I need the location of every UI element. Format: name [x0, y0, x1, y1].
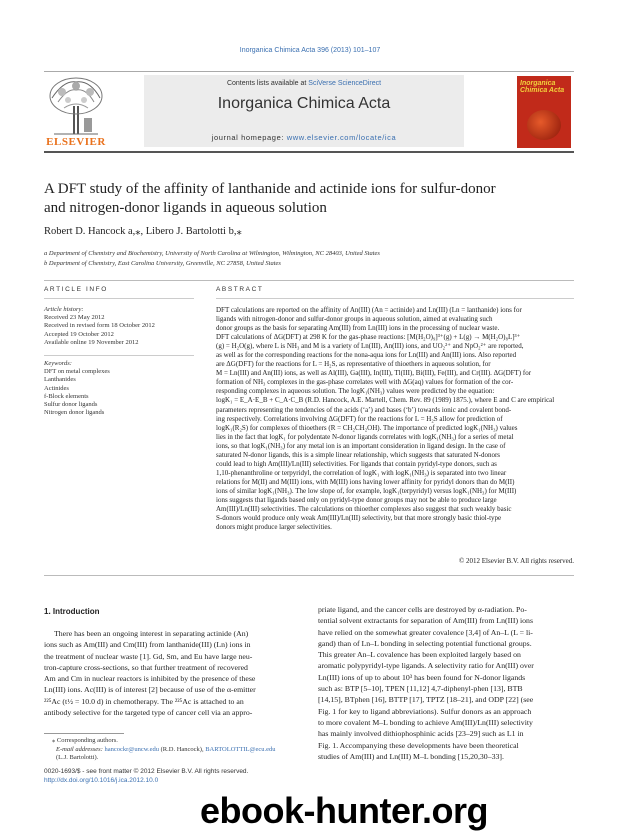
body-line: Fig. 1. Accompanying these developments have been theoretical [318, 740, 519, 750]
intro-right-column [318, 604, 576, 762]
title-line-1: A DFT study of the affinity of lanthanide and actinide ions for sulfur-donor [44, 181, 496, 197]
journal-header [44, 71, 574, 151]
email-label: E-mail addresses: [56, 745, 105, 753]
abstract-text [216, 306, 574, 532]
body-line: aromatic polypyridyl-type ligands. A selectivity ratio for An(III) over [318, 661, 534, 671]
keyword-item: f-Block elements [44, 392, 89, 400]
corresponding-note: ⁎ Corresponding authors. [52, 737, 118, 744]
footnotes [52, 737, 302, 763]
contents-prefix: Contents lists available at [226, 80, 309, 87]
body-line: to more covalent M–L bonding to achieve Am(III)/Ln(III) selectivity [318, 717, 533, 727]
abstract-line: S-donors would produce only weak Am(III)/Ln(III) selectivity, but that more strongly basic thiol-type [216, 514, 502, 523]
affiliation-b: b Department of Chemistry, East Carolina University, Greenville, NC 27858, United States [44, 260, 281, 267]
body-line: have relied on the somewhat greater covalence [3,4] of An–L (L = li- [318, 627, 533, 637]
abstract-line: saturated N-donor ligands, this is a simple linear relationship, which suggests that saturated N-donors [216, 450, 501, 459]
email-line [52, 746, 302, 755]
header-top-rule [44, 71, 574, 72]
history-item: Received 23 May 2012 [44, 314, 105, 322]
issn-line: 0020-1693/$ - see front matter © 2012 Elsevier B.V. All rights reserved. [44, 768, 249, 775]
abstract-line: donors might produce larger selectivities. [216, 523, 332, 532]
doi-link[interactable]: http://dx.doi.org/10.1016/j.ica.2012.10.0 [44, 777, 159, 784]
body-line: tron-capture cross-sections, so that further treatment of recovered [44, 662, 248, 672]
keyword-item: Nitrogen donor ligands [44, 409, 105, 417]
history-item: Received in revised form 18 October 2012 [44, 322, 155, 330]
body-line: tential solvent extractants for separation of Am(III) from Ln(III) ions [318, 616, 533, 626]
abstract-line: ions, so that logK₁(NH₃) for any metal ion is an important consideration in ligand design. In the case of [216, 441, 506, 450]
elsevier-tree-icon [44, 76, 108, 136]
body-line: Ln(III) ions of up to about 10³ has been found for N-donor ligands [318, 672, 526, 682]
email-name-hancock: (R.D. Hancock), [159, 745, 206, 753]
abstract-line: ing respectively. Correlations involving ΔG(DFT) for the reactions for L = H₂S allow for prediction of [216, 414, 503, 423]
body-line: [14,15], BTphen [16], BTTP [17], TPTZ [18–21], and ODP [22] (see [318, 695, 534, 705]
abstract-line: (g) = H₂O(g), where L is NH₃ and M is a variety of Ln(III), An(III) ions, and UO₂²⁺ and NpO₂²⁺ are reported, [216, 342, 524, 351]
body-line: the treatment of nuclear waste [1]. Gd, Sm, and Eu have large neu- [44, 651, 253, 661]
title-line-2: and nitrogen-donor ligands in aqueous solution [44, 200, 327, 216]
body-line: Fig. 1 for key to ligand abbreviations). Sulfur donors as an approach [318, 706, 532, 716]
body-line: studies of Am(III) and Ln(III) M–L bonding [15,20,30–33]. [318, 751, 504, 761]
body-line: Ln(III) ions. Ac(III) is of interest [2] because of use of the α-emitter [44, 685, 256, 695]
email-link-hancock[interactable]: hancockr@uncw.edu [104, 745, 159, 753]
article-info-heading: ARTICLE INFO [44, 286, 108, 293]
abstract-line: logK₁ = E_A·E_B + C_A·C_B (R.D. Hancock, A.E. Martell, Chem. Rev. 89 (1989) 1875.), where E and C are empirical [216, 396, 555, 405]
keyword-item: DFT on metal complexes [44, 368, 110, 376]
sciencedirect-link[interactable]: SciVerse ScienceDirect [308, 80, 382, 87]
journal-banner [144, 75, 464, 147]
footnote-rule [44, 733, 124, 734]
history-label: Article history: [44, 306, 84, 313]
abstract-line: formation of NH₃ complexes in the gas-phase correlates well with ΔG(aq) values for formation of the cor- [216, 378, 514, 387]
abstract-line: DFT calculations of ΔG(DFT) at 298 K for the gas-phase reactions: [M(H₂O)₉]³⁺(g) + L(g) → M(H₂O)₈L]³⁺ [216, 333, 521, 342]
cover-graphic [527, 110, 561, 140]
homepage-link[interactable]: www.elsevier.com/locate/ica [286, 133, 397, 142]
email-tail: (L.J. Bartolotti). [56, 754, 99, 761]
abstract-line: M = Ln(III) and An(III) ions, as well as Al(III), Ga(III), In(III), Tl(III), Bi(III), Fe(III), and Cr(III). ΔG(DFT) for [216, 369, 532, 378]
journal-title: Inorganica Chimica Acta [217, 95, 391, 112]
article-info [44, 306, 194, 417]
section-heading-introduction: 1. Introduction [44, 607, 100, 616]
keyword-item: Actinides [44, 384, 69, 392]
cover-title: Inorganica Chimica Acta [520, 80, 565, 94]
body-line: This greater An–L covalence has been exploited largely based on [318, 650, 521, 660]
watermark-text: ebook-hunter.org [200, 790, 488, 831]
copyright-notice: © 2012 Elsevier B.V. All rights reserved. [458, 557, 574, 565]
abstract-line: Am(III)/Ln(III) selectivities. The calculations on thioether complexes also suggest that such weakly basic [216, 505, 512, 514]
abstract-line: DFT calculations are reported on the affinity of An(III) (An = actinide) and Ln(III) (Ln = lanthanide) ions for [216, 306, 522, 314]
body-line: ²²⁵Ac (t½ = 10.0 d) in chemotherapy. The ²²⁵Ac is attached to an [44, 696, 244, 706]
email-link-bartolotti[interactable]: BARTOLOTTIL@ecu.edu [205, 745, 276, 753]
body-line: There has been an ongoing interest in separating actinide (An) [54, 629, 249, 638]
body-line: priate ligand, and the cancer cells are destroyed by α-radiation. Po- [318, 605, 527, 614]
body-line: gand) than of Ln–L bonding in selecting potential functional groups. [318, 638, 532, 648]
abstract-line: ions of similar logK₁(NH₃). The low slope of, for example, logK₁(terpyridyl) versus logK₁(NH₃) for M(III) [216, 486, 517, 495]
elsevier-wordmark: ELSEVIER [46, 136, 106, 148]
body-line: Am and Cm in nuclear reactors is inhibited by the presence of these [44, 674, 256, 684]
keyword-item: Lanthanides [44, 376, 76, 384]
abstract-line: 1,10-phenanthroline or terpyridyl, the correlation of logK₁ with logK₁(NH₃) is separated into two linear [216, 468, 507, 477]
info-rule [44, 298, 194, 299]
homepage-line [144, 133, 464, 142]
header-bottom-rule [44, 151, 574, 153]
abstract-line: parameters representing the tendencies of the acids (‘a’) and bases (‘b’) towards ionic and covalent bond- [216, 405, 512, 414]
keyword-item: Sulfur donor ligands [44, 401, 98, 409]
page-footer [44, 767, 344, 785]
abstract-line: relations for M(II) and M(III) ions, with M(III) ions having lower affinity for pyridyl donors than do M(II) [216, 477, 515, 486]
abstract-rule [216, 298, 574, 299]
abstract-line: lies in the fact that logK₁ for polydentate N-donor ligands correlates with logK₁(NH₃) for a series of metal [216, 432, 514, 441]
abstract-line: ions suggests that ligands based only on pyridyl-type donor groups may not be able to produce large [216, 495, 497, 504]
body-line: has mainly involved dithiophosphinic acids [23–29] such as L1 in [318, 729, 524, 739]
article-title [44, 180, 574, 218]
body-divider [44, 575, 574, 576]
author-list[interactable]: Robert D. Hancock a,⁎, Libero J. Bartolotti b,⁎ [44, 226, 242, 237]
history-item: Available online 19 November 2012 [44, 338, 139, 346]
abstract-line: donor groups as the basis for separating Am(III) from Ln(III) ions in the processing of nuclear waste. [216, 324, 500, 333]
homepage-prefix: journal homepage: [211, 133, 287, 142]
affiliation-a: a Department of Chemistry and Biochemistry, University of North Carolina at Wilmington, Wilmington, NC 28403, United States [44, 250, 380, 257]
abstract-line: ligands with nitrogen-donor and sulfur-donor groups in aqueous solution, aimed at evaluating such [216, 315, 493, 324]
abstract-line: logK₁(R₂S) for complexes of thioethers (R = CH₂CH₂OH). The importance of predicted logK₁(NH₃) values [216, 423, 518, 432]
keywords-rule [44, 355, 194, 356]
abstract-line: as well as for the corresponding reactions for the nona-aqua ions for Ln(III) and An(III) ions. Also reported [216, 351, 517, 360]
elsevier-logo[interactable] [44, 76, 108, 148]
intro-left-column [44, 628, 302, 718]
abstract-heading: ABSTRACT [216, 286, 264, 293]
journal-reference[interactable]: Inorganica Chimica Acta 396 (2013) 101–107 [239, 47, 381, 54]
history-item: Accepted 19 October 2012 [44, 330, 114, 338]
section-divider [44, 280, 574, 281]
abstract-line: are ΔG(DFT) for the reactions for L = H₂S, as representative of thioethers in aqueous solution, for [216, 360, 491, 369]
contents-line [144, 80, 464, 87]
keywords-label: Keywords: [44, 360, 72, 368]
body-line: such as: BTP [5–10], TPEN [11,12] 4,7-diphenyl-phen [13], BTB [318, 684, 523, 694]
body-line: antibody selective for the targeted type of cancer cell via an appro- [44, 708, 253, 718]
abstract-line: responding complexes in aqueous solution. The logK₁(NH₃) values were predicted by the equation: [216, 387, 495, 396]
abstract-line: could lead to high Am(III)/Ln(III) selectivities. For ligands that contain pyridyl-type donors, such as [216, 459, 497, 468]
journal-cover-image[interactable] [517, 76, 571, 148]
body-line: ions such as Am(III) and Cm(III) from lanthanide(III) (Ln) ions in [44, 640, 251, 650]
